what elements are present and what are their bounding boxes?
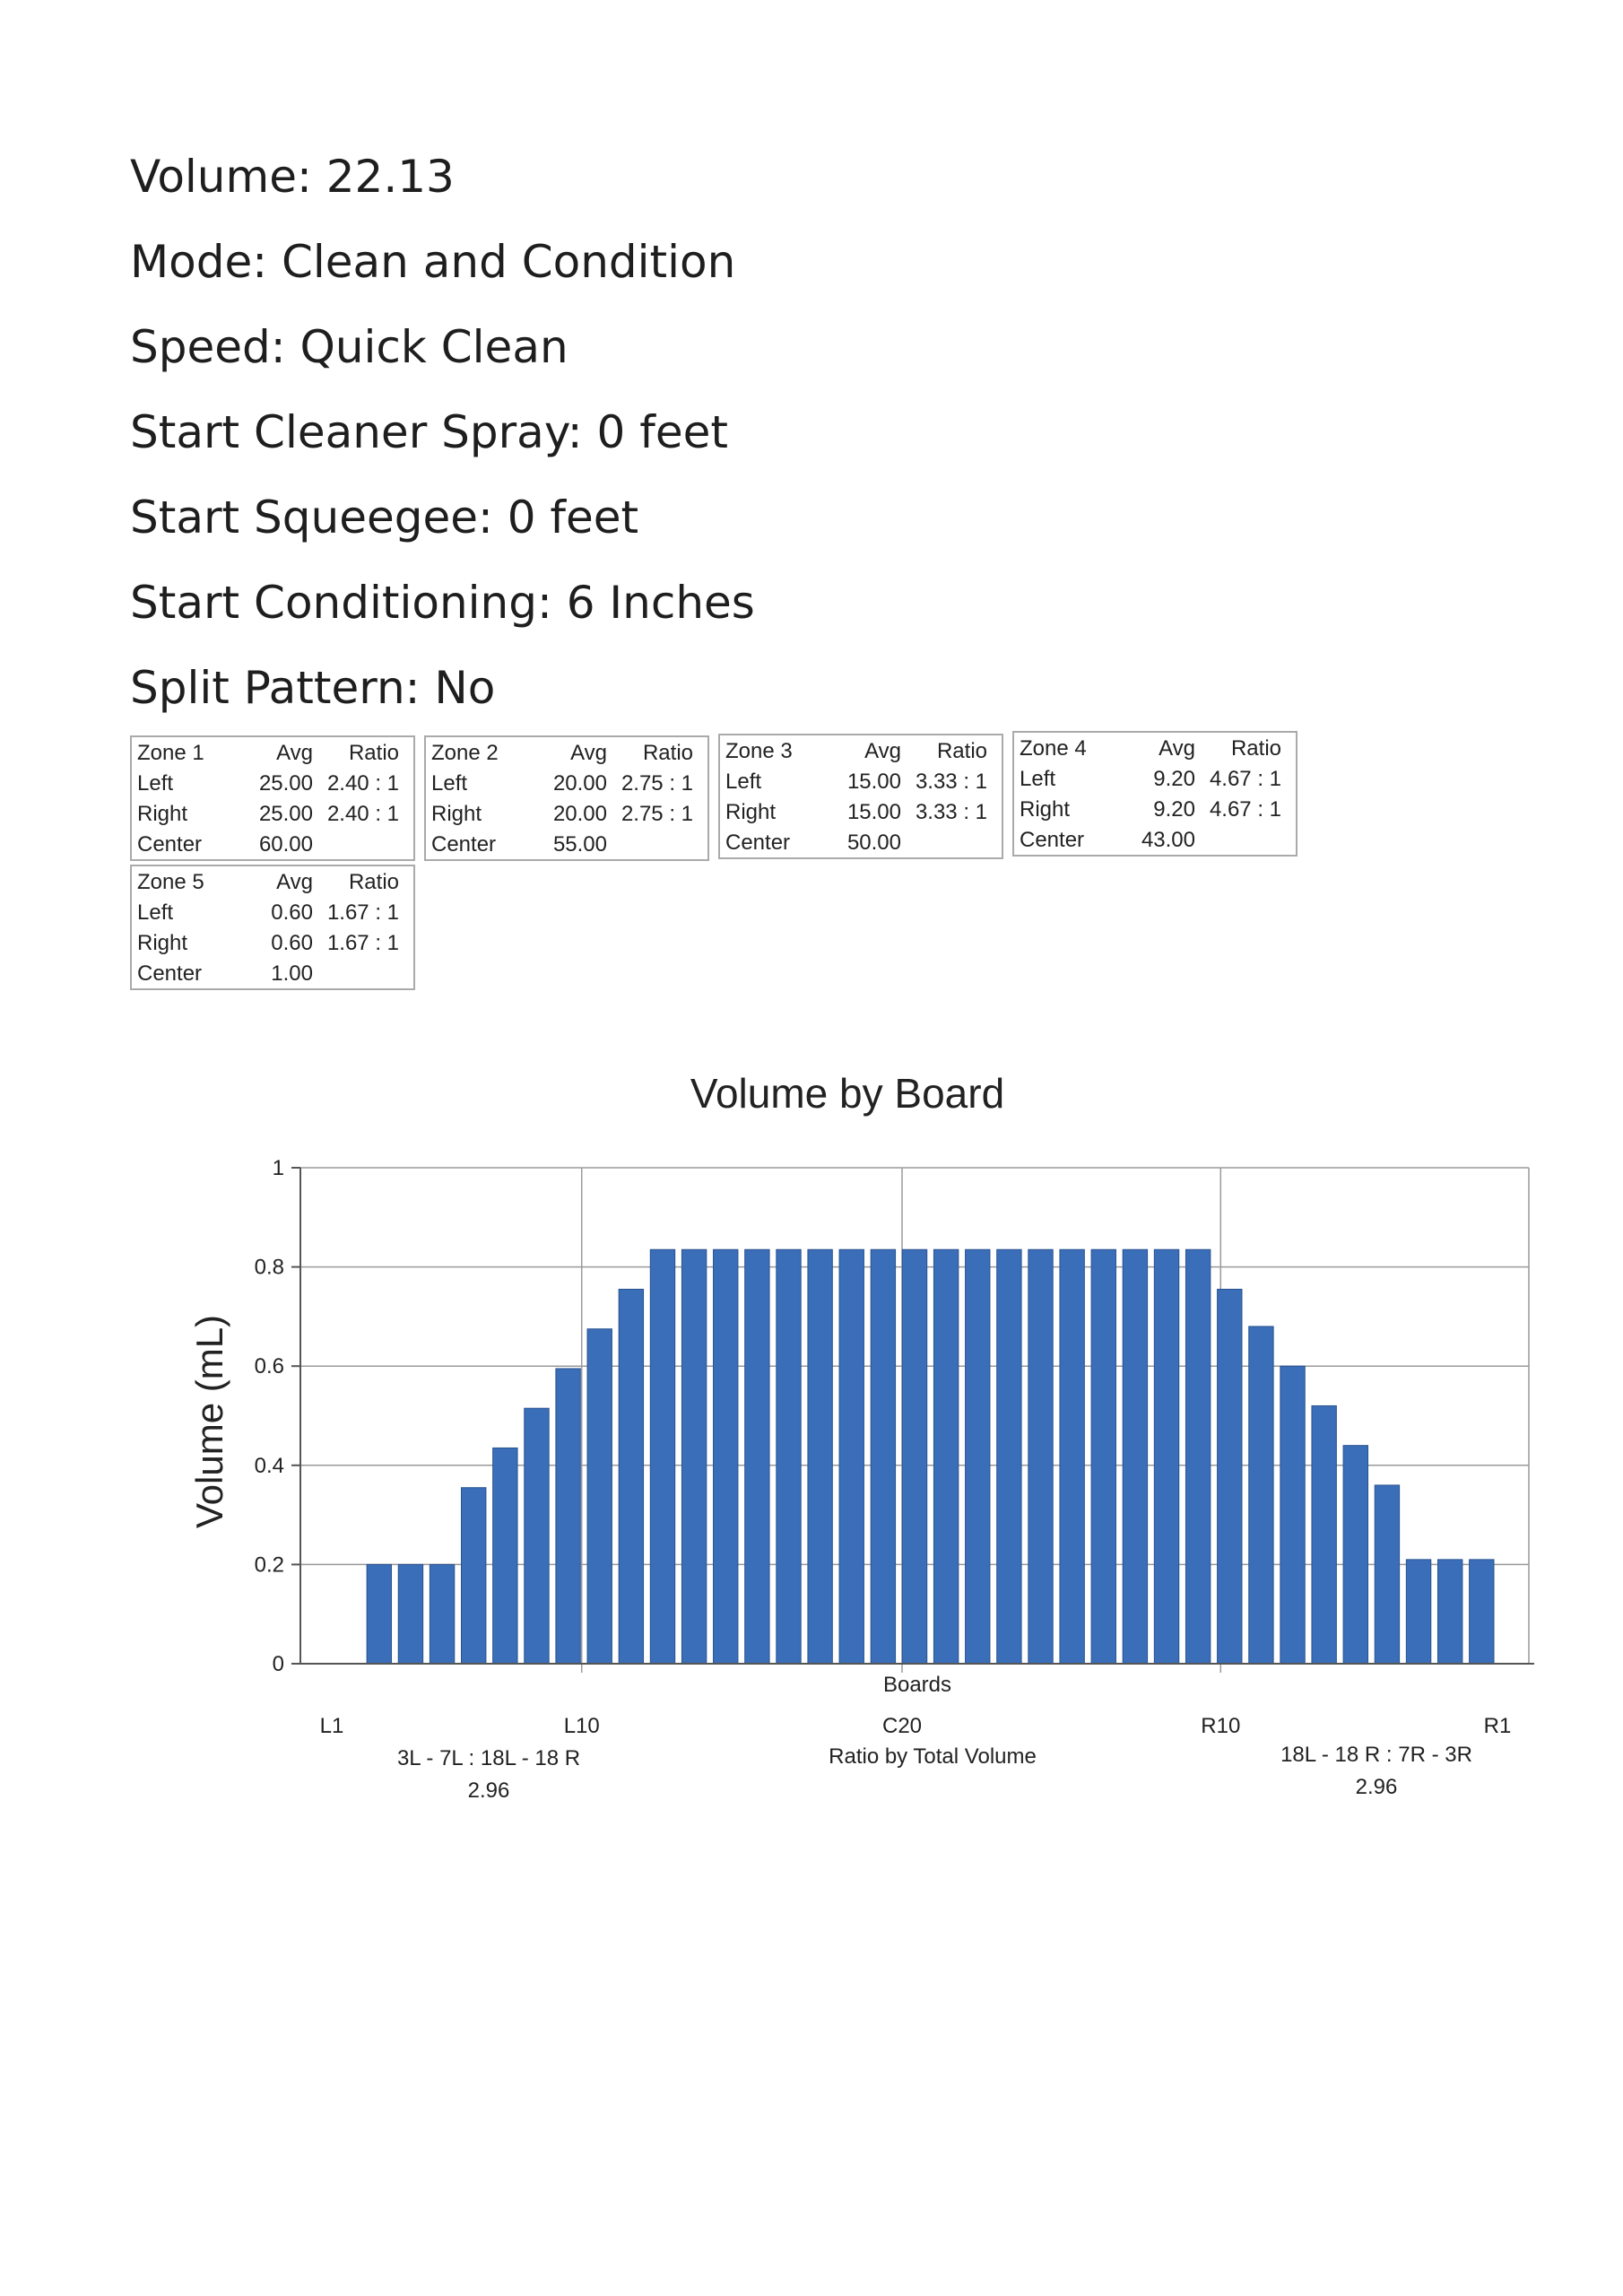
left-ratio-label: 3L - 7L : 18L - 18 R — [396, 1746, 581, 1770]
ratio-header: Ratio — [642, 741, 693, 765]
zone-table — [130, 865, 415, 990]
ratio-value: 4.67 : 1 — [1209, 797, 1281, 822]
bar — [587, 1329, 612, 1664]
bar — [650, 1249, 674, 1664]
y-tick-label: 1 — [272, 1156, 284, 1180]
ratio-value: 3.33 : 1 — [915, 800, 987, 824]
bar — [1028, 1249, 1053, 1664]
bar — [997, 1249, 1021, 1664]
avg-value: 55.00 — [552, 832, 607, 857]
zone-table — [1012, 731, 1298, 857]
ratio-value: 2.75 : 1 — [621, 771, 693, 796]
zone-table — [424, 735, 709, 861]
row-label: Center — [137, 961, 203, 986]
bar — [808, 1249, 832, 1664]
row-label: Center — [137, 832, 203, 857]
bar — [1218, 1289, 1242, 1664]
bar — [398, 1564, 422, 1664]
right-ratio-value: 2.96 — [1355, 1775, 1398, 1799]
bar — [1343, 1446, 1367, 1664]
zone-name: Zone 5 — [137, 870, 204, 894]
ratio-value: 4.67 : 1 — [1209, 767, 1281, 791]
bar — [367, 1564, 391, 1664]
bar — [966, 1249, 990, 1664]
row-label: Left — [431, 771, 468, 796]
avg-value: 9.20 — [1153, 767, 1195, 791]
row-label: Center — [431, 832, 497, 857]
ratio-value: 2.75 : 1 — [621, 802, 693, 826]
row-label: Left — [137, 771, 174, 796]
zone-name: Zone 2 — [431, 741, 499, 765]
avg-value: 25.00 — [258, 802, 313, 826]
avg-value: 43.00 — [1141, 828, 1195, 852]
bar — [619, 1289, 643, 1664]
bar — [430, 1564, 454, 1664]
zone-name: Zone 1 — [137, 741, 204, 765]
conditioning-setting: Start Conditioning: 6 Inches — [130, 577, 755, 629]
bar — [1406, 1560, 1430, 1664]
x-markers — [320, 1714, 1512, 1738]
bar — [525, 1408, 549, 1664]
bar — [871, 1249, 895, 1664]
bar — [681, 1249, 706, 1664]
bar — [839, 1249, 864, 1664]
ratio-value: 1.67 : 1 — [326, 900, 399, 925]
avg-header: Avg — [864, 739, 901, 763]
squeegee-setting: Start Squeegee: 0 feet — [130, 491, 639, 544]
speed-setting: Speed: Quick Clean — [130, 321, 568, 373]
avg-value: 20.00 — [552, 802, 607, 826]
ratio-header: Ratio — [348, 870, 399, 894]
left-ratio-value: 2.96 — [467, 1779, 510, 1803]
center-ratio-label: Ratio by Total Volume — [829, 1744, 1037, 1769]
avg-value: 1.00 — [271, 961, 313, 986]
row-label: Left — [1020, 767, 1056, 791]
zone-table — [130, 735, 415, 861]
bar — [714, 1249, 738, 1664]
bar — [1280, 1366, 1305, 1664]
row-label: Center — [725, 831, 791, 855]
bar — [1375, 1485, 1399, 1664]
bar — [1437, 1560, 1462, 1664]
avg-header: Avg — [1159, 736, 1195, 761]
bar — [493, 1448, 517, 1664]
avg-value: 60.00 — [258, 832, 313, 857]
split-pattern-setting: Split Pattern: No — [130, 662, 496, 714]
zone-table — [718, 734, 1003, 859]
avg-value: 0.60 — [271, 931, 313, 955]
y-axis-label: Volume (mL) — [188, 1314, 230, 1529]
bar — [462, 1488, 486, 1664]
bar — [745, 1249, 769, 1664]
avg-header: Avg — [570, 741, 607, 765]
bar — [1470, 1560, 1494, 1664]
bar — [1060, 1249, 1084, 1664]
y-tick-label: 0 — [272, 1652, 284, 1676]
ratio-header: Ratio — [1230, 736, 1281, 761]
x-axis-label: Boards — [882, 1673, 952, 1697]
avg-header: Avg — [276, 741, 313, 765]
avg-value: 20.00 — [552, 771, 607, 796]
ratio-value: 3.33 : 1 — [915, 770, 987, 794]
avg-value: 50.00 — [846, 831, 901, 855]
row-label: Right — [431, 802, 482, 826]
avg-value: 15.00 — [846, 770, 901, 794]
avg-value: 9.20 — [1153, 797, 1195, 822]
x-marker-label: L1 — [319, 1714, 344, 1738]
row-label: Right — [725, 800, 777, 824]
y-tick-label: 0.2 — [254, 1552, 284, 1578]
x-marker-label: L10 — [563, 1714, 600, 1738]
y-ticks — [255, 1156, 300, 1676]
y-tick-label: 0.4 — [254, 1453, 284, 1478]
y-tick-label: 0.6 — [254, 1354, 284, 1379]
bars — [367, 1249, 1494, 1664]
volume-by-board-chart — [0, 1058, 1623, 1848]
bar — [1091, 1249, 1115, 1664]
row-label: Left — [137, 900, 174, 925]
zone-name: Zone 4 — [1020, 736, 1087, 761]
right-ratio-label: 18L - 18 R : 7R - 3R — [1280, 1743, 1472, 1767]
row-label: Right — [137, 931, 188, 955]
bar — [1249, 1326, 1273, 1664]
y-tick-label: 0.8 — [254, 1255, 284, 1280]
row-label: Right — [1020, 797, 1071, 822]
bar — [1154, 1249, 1178, 1664]
avg-header: Avg — [276, 870, 313, 894]
ratio-value: 2.40 : 1 — [326, 802, 399, 826]
x-marker-label: R1 — [1483, 1714, 1512, 1738]
bar — [777, 1249, 801, 1664]
row-label: Left — [725, 770, 762, 794]
avg-value: 0.60 — [271, 900, 313, 925]
avg-value: 15.00 — [846, 800, 901, 824]
bar — [902, 1249, 926, 1664]
chart-title: Volume by Board — [690, 1070, 1005, 1117]
bar — [1312, 1405, 1336, 1664]
settings-block — [130, 135, 755, 731]
bar — [933, 1249, 958, 1664]
avg-value: 25.00 — [258, 771, 313, 796]
ratio-header: Ratio — [348, 741, 399, 765]
x-marker-label: C20 — [881, 1714, 923, 1738]
mode-setting: Mode: Clean and Condition — [130, 236, 736, 288]
bar — [556, 1369, 580, 1664]
x-marker-label: R10 — [1201, 1714, 1241, 1738]
ratio-value: 2.40 : 1 — [326, 771, 399, 796]
row-label: Center — [1020, 828, 1085, 852]
bar — [1123, 1249, 1147, 1664]
zone-name: Zone 3 — [725, 739, 793, 763]
ratio-header: Ratio — [936, 739, 987, 763]
cleaner-spray-setting: Start Cleaner Spray: 0 feet — [130, 406, 728, 458]
ratio-value: 1.67 : 1 — [326, 931, 399, 955]
row-label: Right — [137, 802, 188, 826]
bar — [1185, 1249, 1210, 1664]
volume-setting: Volume: 22.13 — [130, 151, 455, 203]
